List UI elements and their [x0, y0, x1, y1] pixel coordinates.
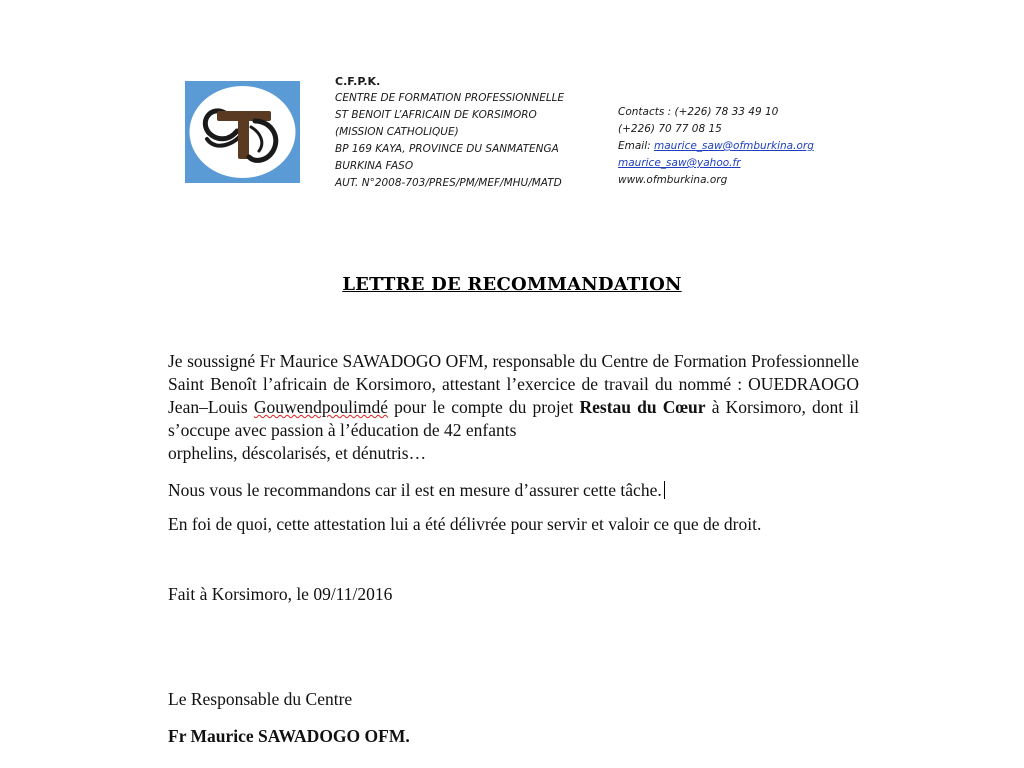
document-title: LETTRE DE RECOMMANDATION [342, 274, 682, 295]
organization-postal-address: BP 169 KAYA, PROVINCE DU SANMATENGA [335, 143, 559, 155]
para1-text-3: à Korsimoro, dont il s’occupe avec passion à l’éducation de 42 enfants [168, 397, 859, 440]
organization-authorization: AUT. N°2008-703/PRES/PM/MEF/MHU/MATD [335, 177, 562, 189]
organization-address-block [335, 73, 564, 192]
organization-name-line1: CENTRE DE FORMATION PROFESSIONNELLE [335, 92, 565, 104]
organization-country: BURKINA FASO [335, 160, 414, 172]
attestation-closing: En foi de quoi, cette attestation lui a été délivrée pour servir et valoir ce que de droit. [168, 514, 762, 534]
project-name: Restau du Cœur [579, 397, 706, 417]
contact-email-row-2 [618, 155, 814, 172]
organization-mission: (MISSION CATHOLIQUE) [335, 126, 459, 138]
tau-cross-logo-icon [185, 81, 300, 183]
text-cursor [664, 481, 665, 499]
para1-text-2: pour le compte du projet [388, 397, 580, 417]
contact-email-row [618, 138, 814, 155]
contact-phone-2: (+226) 70 77 08 15 [618, 123, 722, 135]
para1-last-line: orphelins, déscolarisés, et dénutris… [168, 443, 427, 463]
organization-acronym: C.F.P.K. [335, 75, 381, 88]
para1-text-1: Je soussigné Fr Maurice SAWADOGO OFM, responsable du Centre de Formation Professionnelle Saint Benoît l’africain de Korsimoro, attestant l’exercice de travail du nommé : OUEDRAOGO Jean–Louis [168, 351, 859, 417]
contact-phone-1: Contacts : (+226) 78 33 49 10 [618, 106, 779, 118]
signatory-role: Le Responsable du Centre [168, 689, 353, 709]
recommendation-statement-text: Nous vous le recommandons car il est en mesure d’assurer cette tâche. [168, 480, 662, 500]
misspelled-name: Gouwendpoulimdé [253, 397, 389, 417]
organization-logo [185, 81, 300, 183]
contact-block [618, 104, 814, 189]
recommendation-paragraph [168, 350, 859, 465]
recommendation-statement [168, 479, 859, 502]
contact-website: www.ofmburkina.org [618, 174, 728, 186]
signatory-name: Fr Maurice SAWADOGO OFM. [168, 726, 410, 746]
email-link-2[interactable]: maurice_saw@yahoo.fr [618, 157, 741, 169]
email-label: Email: [618, 140, 655, 152]
email-link-1[interactable]: maurice_saw@ofmburkina.org [654, 140, 814, 152]
organization-name-line2: ST BENOIT L’AFRICAIN DE KORSIMORO [335, 109, 537, 121]
place-and-date: Fait à Korsimoro, le 09/11/2016 [168, 584, 393, 604]
